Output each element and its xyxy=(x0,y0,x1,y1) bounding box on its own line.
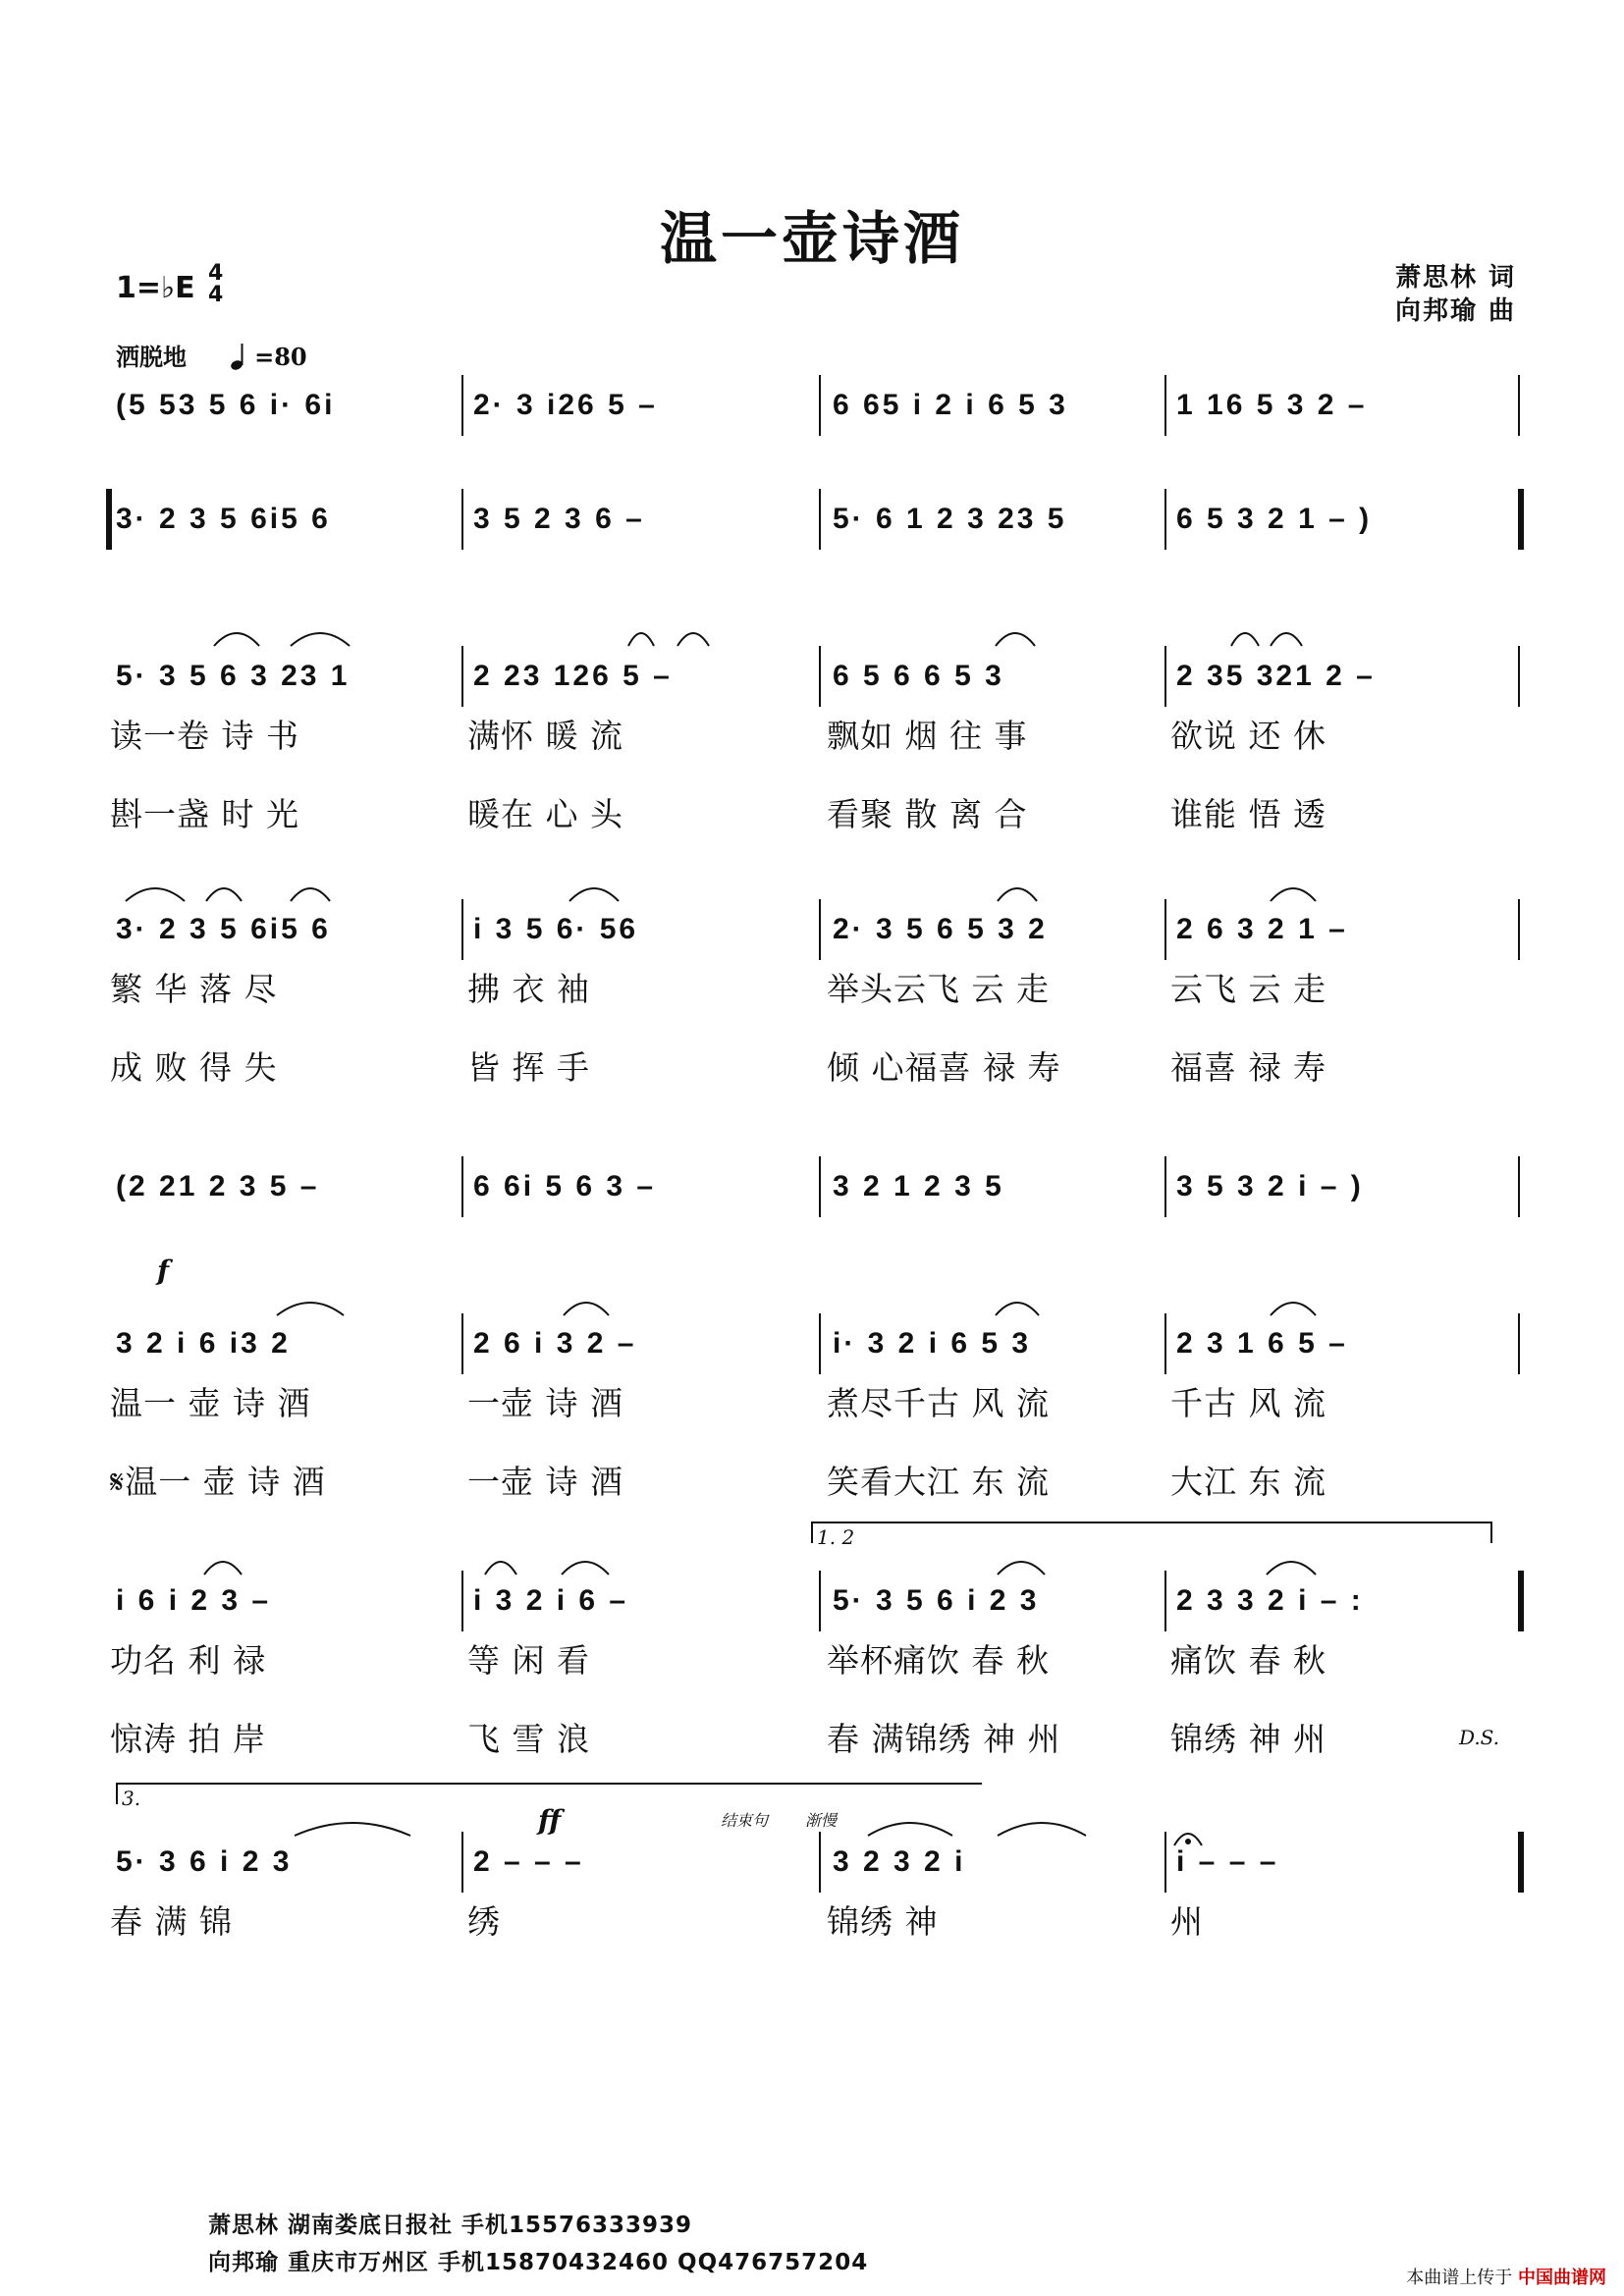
slur xyxy=(126,888,185,901)
lyric-text: 云飞 云 走 xyxy=(1170,970,1326,1008)
lyric-text: 大江 东 流 xyxy=(1170,1463,1326,1501)
slur xyxy=(291,888,330,901)
watermark xyxy=(1406,2264,1606,2289)
measure: i 3 5 6· 56 xyxy=(473,913,639,945)
lyric-text: 千古 风 流 xyxy=(1170,1384,1326,1422)
lyric-text: 斟一盏 时 光 xyxy=(110,795,299,833)
measure: 6 6i 5 6 3 – xyxy=(473,1170,657,1202)
measure: 3· 2 3 5 6i5 6 xyxy=(116,913,331,945)
rit-text: 渐慢 xyxy=(805,1811,838,1830)
slur xyxy=(485,1562,516,1575)
song-title: 温一壶诗酒 xyxy=(659,205,964,272)
measure: 5· 3 5 6 i 2 3 xyxy=(833,1584,1040,1617)
slur xyxy=(206,888,242,901)
lyric-text: 绣 xyxy=(467,1902,501,1941)
lyric-text: 惊涛 拍 岸 xyxy=(110,1720,266,1758)
measure: 3 5 3 2 i – ) xyxy=(1176,1170,1364,1202)
lyric-text: 春 满锦绣 神 州 xyxy=(827,1720,1061,1758)
slur xyxy=(996,633,1035,646)
slur xyxy=(1271,1303,1316,1315)
slur xyxy=(564,1303,609,1315)
slur xyxy=(868,1823,952,1836)
lyric-text: 锦绣 神 xyxy=(827,1902,939,1941)
lyric-text: 福喜 禄 寿 xyxy=(1170,1048,1326,1087)
volta-label: 3. xyxy=(122,1787,141,1810)
measure: 2· 3 5 6 5 3 2 xyxy=(833,913,1048,945)
slur xyxy=(204,1562,242,1575)
slur xyxy=(998,1823,1086,1836)
slur xyxy=(295,1823,410,1836)
lyric-text: 痛饮 春 秋 xyxy=(1170,1641,1326,1680)
composer-credit: 向邦瑜 曲 xyxy=(1394,296,1516,326)
measure: (2 21 2 3 5 – xyxy=(116,1170,320,1202)
measure: 2 35 321 2 – xyxy=(1176,660,1376,692)
lyric-text: 拂 衣 袖 xyxy=(467,970,590,1008)
slur xyxy=(1271,633,1302,646)
slur xyxy=(998,888,1037,901)
volta-label: 1. 2 xyxy=(817,1525,855,1549)
lyric-text: 成 败 得 失 xyxy=(110,1048,278,1087)
lyric-text: 满怀 暖 流 xyxy=(467,717,623,755)
measure: 6 5 6 6 5 3 xyxy=(833,660,1004,692)
measure: 5· 6 1 2 3 23 5 xyxy=(833,503,1067,535)
measure: 3 2 i 6 i3 2 xyxy=(116,1327,291,1360)
lyric-text: 谁能 悟 透 xyxy=(1170,795,1326,833)
measure: i 3 2 i 6 – xyxy=(473,1584,629,1617)
lyric-text: 等 闲 看 xyxy=(467,1641,590,1680)
measure: (5 53 5 6 i· 6i xyxy=(116,389,336,421)
lyric-text: 锦绣 神 州 xyxy=(1170,1720,1326,1758)
measure: 3 5 2 3 6 – xyxy=(473,503,645,535)
lyric-text: 倾 心福喜 禄 寿 xyxy=(827,1048,1061,1087)
tempo-bpm: =80 xyxy=(254,343,307,371)
slur xyxy=(1271,888,1316,901)
measure: 2 – – – xyxy=(473,1845,584,1878)
dynamic-mark: f xyxy=(157,1255,170,1287)
lyric-text: 飞 雪 浪 xyxy=(467,1720,590,1758)
tempo-expression: 洒脱地 xyxy=(116,343,187,371)
slur xyxy=(277,1303,344,1315)
footer-line-lyricist: 萧思林 湖南娄底日报社 手机15576333939 xyxy=(208,2213,693,2238)
dynamic-mark: ff xyxy=(538,1804,562,1837)
lyric-text: 飘如 烟 往 事 xyxy=(827,717,1028,755)
measure: 2· 3 i26 5 – xyxy=(473,389,658,421)
measure: 3 2 3 2 i xyxy=(833,1845,966,1878)
slur xyxy=(1231,633,1259,646)
measure: 3· 2 3 5 6i5 6 xyxy=(116,503,331,535)
measure: 6 65 i 2 i 6 5 3 xyxy=(833,389,1068,421)
slur xyxy=(1267,1562,1316,1575)
key-signature: 1=♭E xyxy=(116,271,195,305)
lyric-text: 一壶 诗 酒 xyxy=(467,1384,623,1422)
slur xyxy=(291,633,350,646)
ds-mark: D.S. xyxy=(1459,1726,1500,1749)
watermark-brand: 中国曲谱网 xyxy=(1518,2268,1606,2288)
time-signature-top: 4 xyxy=(208,261,224,286)
lyric-text: 读一卷 诗 书 xyxy=(110,717,299,755)
slur xyxy=(998,1562,1045,1575)
lyric-text: 看聚 散 离 合 xyxy=(827,795,1028,833)
measure: 2 3 3 2 i – : xyxy=(1176,1584,1364,1617)
measure: 6 5 3 2 1 – ) xyxy=(1176,503,1373,535)
lyric-text: 春 满 锦 xyxy=(110,1902,233,1941)
lyric-text: 举头云飞 云 走 xyxy=(827,970,1050,1008)
slur xyxy=(628,633,654,646)
measure: 1 16 5 3 2 – xyxy=(1176,389,1368,421)
lyric-text: 暖在 心 头 xyxy=(467,795,623,833)
watermark-prefix: 本曲谱上传于 xyxy=(1406,2268,1513,2288)
lyric-text: 一壶 诗 酒 xyxy=(467,1463,623,1501)
lyric-text: 煮尽千古 风 流 xyxy=(827,1384,1050,1422)
measure: 2 6 3 2 1 – xyxy=(1176,913,1348,945)
slur xyxy=(677,633,709,646)
lyric-text: 举杯痛饮 春 秋 xyxy=(827,1641,1050,1680)
measure: 3 2 1 2 3 5 xyxy=(833,1170,1004,1202)
slur xyxy=(214,633,259,646)
lyric-text: 欲说 还 休 xyxy=(1170,717,1326,755)
measure: 2 23 126 5 – xyxy=(473,660,673,692)
measure: 5· 3 5 6 3 23 1 xyxy=(116,660,351,692)
lyric-text: 功名 利 禄 xyxy=(110,1641,266,1680)
footer-line-composer: 向邦瑜 重庆市万州区 手机15870432460 QQ476757204 xyxy=(208,2250,869,2275)
measure: 2 6 i 3 2 – xyxy=(473,1327,637,1360)
ending-text: 结束句 xyxy=(721,1811,769,1830)
measure: i· 3 2 i 6 5 3 xyxy=(833,1327,1032,1360)
lyric-text: 皆 挥 手 xyxy=(467,1048,590,1087)
measure: 5· 3 6 i 2 3 xyxy=(116,1845,293,1878)
lyricist-credit: 萧思林 词 xyxy=(1394,263,1516,293)
lyric-text: 州 xyxy=(1170,1902,1204,1941)
slur xyxy=(562,1562,609,1575)
lyric-text: 𝄋温一 壶 诗 酒 xyxy=(110,1463,326,1501)
measure: 2 3 1 6 5 – xyxy=(1176,1327,1348,1360)
slur xyxy=(996,1303,1039,1315)
time-signature-bottom: 4 xyxy=(208,283,224,307)
lyric-text: 笑看大江 东 流 xyxy=(827,1463,1050,1501)
measure: i 6 i 2 3 – xyxy=(116,1584,272,1617)
measure: i – – – xyxy=(1176,1845,1279,1878)
lyric-text: 温一 壶 诗 酒 xyxy=(110,1384,311,1422)
slur xyxy=(569,888,619,901)
lyric-text: 繁 华 落 尽 xyxy=(110,970,278,1008)
fermata-dot xyxy=(1185,1839,1191,1844)
